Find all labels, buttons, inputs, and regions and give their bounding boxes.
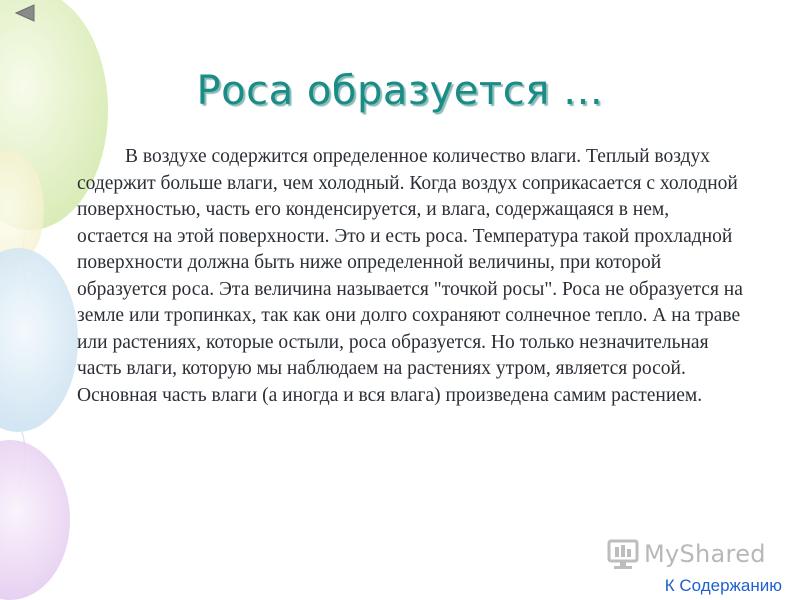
slide-body-text: В воздухе содержится определенное количество влаги. Теплый воздух содержит больше влаги, чем холодный. Когда воздух соприкасается с холодной поверхностью, часть его конденсируется, и влага, содержащаяся в нем, остается на этой поверхности. Это и есть роса. Температура такой прохладной поверхности должна быть ниже определенной величины, при которой образуется роса. Эта величина называется "точкой росы". Роса не образуется на земле или тропинках, так как они долго сохраняют солнечное тепло. А на траве или растениях, которые остыли, роса образуется. Но только незначительная часть влаги, которую мы наблюдаем на растениях утром, является росой. Основная часть влаги (а иногда и вся влага) произведена самим растением. [77,146,743,406]
back-triangle-icon[interactable] [14,4,36,22]
table-of-contents-link[interactable]: К Содержанию [664,576,782,595]
watermark [606,536,766,572]
watermark-text: MyShared [644,540,766,568]
balloon-purple [0,440,70,600]
slide-title: Роса образуется … [196,68,604,114]
myshared-logo-icon [606,538,640,570]
